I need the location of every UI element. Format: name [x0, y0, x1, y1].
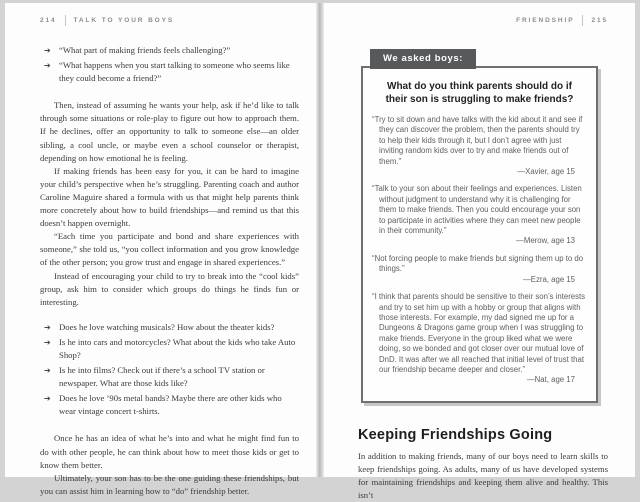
quote-attribution: —Merow, age 13 [516, 236, 575, 246]
header-divider [65, 15, 66, 26]
body-paragraph: Once he has an idea of what he’s into and what he might find fun to do with other people, he can think about how to meet those kids or get to know them better. [40, 433, 299, 470]
spacer [40, 87, 299, 99]
arrow-bullet-icon: ➔ [44, 366, 51, 376]
left-running-head: TALK TO YOUR BOYS [73, 16, 175, 24]
asked-label-wrap [358, 27, 608, 66]
header-divider [582, 15, 583, 26]
left-page-number: 214 [40, 16, 57, 24]
boy-quote [372, 184, 587, 246]
body-paragraph: Then, instead of assuming he wants your help, ask if he’d like to talk through some situations or role-play to figure out how to approach them. If he declines, offer an opportunity to talk to someone else—an older sibling, a cool uncle, or maybe even a school counselor or therapist, depending on how emotional he is feeling. [40, 100, 299, 163]
bullet-item [44, 364, 299, 390]
quote-attribution: —Xavier, age 15 [517, 167, 575, 177]
spacer [40, 420, 299, 432]
quote-attribution: —Ezra, age 15 [522, 274, 575, 284]
spacer [40, 309, 299, 321]
book-spread [5, 3, 635, 501]
right-page-number: 215 [591, 16, 608, 24]
quote-box-question: What do you think parents should do if their son is struggling to make friends? [385, 81, 574, 105]
left-running-header [40, 13, 299, 27]
section-heading: Keeping Friendships Going [358, 426, 553, 443]
spacer [40, 27, 299, 44]
arrow-bullet-icon: ➔ [44, 337, 51, 347]
arrow-bullet-icon: ➔ [44, 46, 51, 55]
quote-list [372, 115, 587, 386]
body-paragraph: “Each time you participate and bond and share experiences with someone,” she told us, “you collect information and you grow knowledge of the other person; you grow trust and engage in shared experiences.” [40, 231, 299, 268]
we-asked-boys-label: We asked boys: [370, 49, 476, 69]
closing-paragraphs [40, 432, 299, 497]
boys-quotes-box [361, 66, 598, 403]
quote-text: “I think that parents should be sensitive to their son’s interests and try to set him up with a hobby or group that aligns with those interests. For example, my dad signed me up for a Dungeons & Dragons game group when I was struggling to make friends. Everyone in the group liked what we were doing, so we bonded and got closer over our mutual love of DnD. It was after we all reached that initial level of trust that our friendship became deeper and closer.” [372, 292, 586, 374]
quote-text: “Try to sit down and have talks with the kid about it and see if they can discover the problem, then the parents should try to help their kids through it, but I don’t agree with just inviting random kids over to try and make friends out of them.” [372, 115, 583, 166]
arrow-bullet-icon: ➔ [44, 394, 51, 404]
section-paragraph: In addition to making friends, many of our boys need to learn skills to keep friendships going. As adults, many of us have developed systems for maintaining friendships and keeping them alive and healthy. This isn’t [358, 450, 608, 501]
right-running-header [358, 13, 608, 27]
boy-quote [372, 292, 587, 386]
bullet-text: Does he love watching musicals? How about the theater kids? [59, 321, 275, 332]
quote-text: “Talk to your son about their feelings and experiences. Listen without judgment to understand why it is challenging for them to make friends. Then you could encourage your son to participate in activities where they can meet new people in their community.” [372, 184, 582, 236]
boy-quote [372, 115, 587, 177]
bullet-text: “What part of making friends feels challenging?” [59, 45, 231, 55]
boy-quote [372, 254, 587, 285]
body-paragraph: Ultimately, your son has to be the one guiding these friendships, but you can assist him in learning how to “do” friendship better. [40, 472, 299, 496]
bullet-text: Is he into cars and motorcycles? What about the kids who take Auto Shop? [59, 336, 296, 360]
arrow-bullet-icon: ➔ [44, 322, 51, 332]
bullet-item [44, 59, 299, 85]
left-page-body [40, 44, 299, 498]
body-paragraph: Instead of encouraging your child to try to break into the “cool kids” group, ask him to consider which groups do things he finds fun or interesting. [40, 270, 299, 307]
left-page [5, 3, 317, 496]
bullet-text: Is he into films? Check out if there’s a school TV station or newspaper. What are those kids like? [59, 365, 265, 389]
bullet-item [44, 336, 299, 362]
bullet-item [44, 321, 299, 334]
body-paragraph: If making friends has been easy for you, it can be hard to imagine your child’s perspective when he’s struggling. Parenting coach and author Caroline Maguire shared a formula with us that might help parents think more concretely about how to build friendships—and remind us that this doesn’t happen overnight. [40, 165, 299, 229]
bullet-item [44, 44, 299, 57]
bullet-item [44, 392, 299, 418]
body-paragraphs [40, 99, 299, 309]
right-page [323, 3, 635, 501]
bullet-text: Does he love ’90s metal bands? Maybe there are other kids who wear vintage concert t-shirts. [59, 393, 282, 417]
interest-bullet-list [40, 321, 299, 419]
quote-attribution: —Nat, age 17 [526, 375, 575, 385]
bullet-text: “What happens when you start talking to someone who seems like they could become a friend?” [59, 60, 290, 84]
question-bullet-list [40, 44, 299, 85]
arrow-bullet-icon: ➔ [44, 61, 51, 71]
right-running-head: FRIENDSHIP [516, 16, 575, 24]
quote-text: “Not forcing people to make friends but signing them up to do things.” [372, 253, 584, 274]
